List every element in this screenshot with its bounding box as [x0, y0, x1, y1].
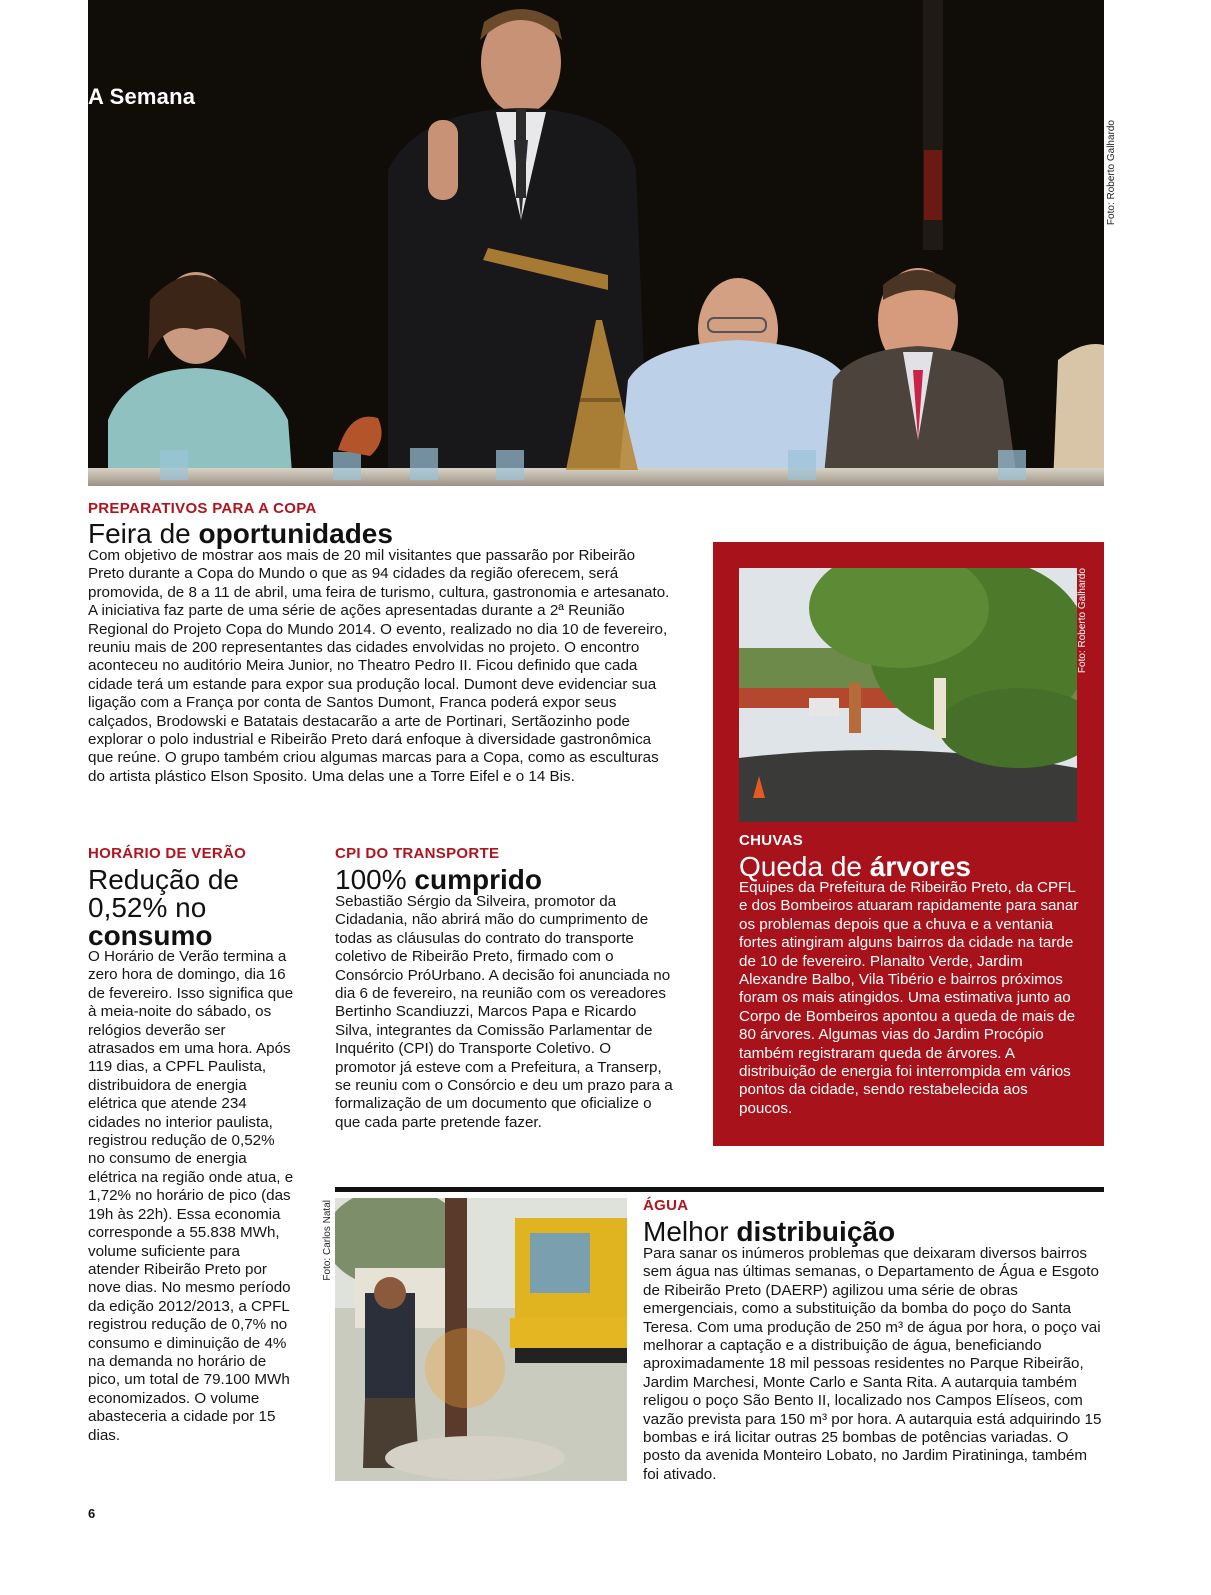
cpi-body: Sebastião Sérgio da Silveira, promotor da Cidadania, não abrirá mão do cumprimento de todas as cláusulas do contrato do transporte coletivo de Ribeirão Preto, firmado com o Consórcio PróUrbano. A decisão foi anunciada no dia 6 de fevereiro, na reunião com os vereadores Bertinho Scandiuzzi, Marcos Papa e Ricardo Silva, integrantes da Comissão Parlamentar de Inquérito (CPI) do Transporte Coletivo. O promotor já esteve com a Prefeitura, a Transerp, se reuniu com o Consórcio e deu um prazo para a formalização de um documento que oficialize o que cada parte pretende fazer. [335, 893, 673, 1131]
copa-headline-bold: oportunidades [198, 518, 393, 549]
copa-kicker: PREPARATIVOS PARA A COPA [88, 500, 317, 517]
verao-body: O Horário de Verão termina a zero hora de domingo, dia 16 de fevereiro. Isso significa que à meia-noite do sábado, os relógios deverão ser atrasados em uma hora. Após 119 dias, a CPFL Paulista, distribuidora de energia elétrica que atende 234 cidades no interior paulista, registrou redução de 0,52% no consumo de energia elétrica na região onde atua, e 1,72% no horário de pico (das 19h às 22h). Essa economia corresponde a 55.838 MWh, volume suficiente para atender Ribeirão Preto por nove dias. No mesmo período da edição 2012/2013, a CPFL registrou redução de 0,7% no consumo e diminuição de 4% na demanda no horário de pico, um total de 79.100 MWh economizados. O volume abasteceria a cidade por 15 dias. [88, 948, 294, 1444]
agua-headline-bold: distribuição [736, 1216, 896, 1247]
conference-photo [88, 0, 1104, 486]
page-number: 6 [88, 1506, 96, 1521]
top-photo [88, 0, 1104, 486]
chuvas-headline-bold: árvores [869, 851, 971, 882]
verao-kicker: HORÁRIO DE VERÃO [88, 845, 247, 862]
chuvas-kicker: CHUVAS [739, 832, 804, 849]
cpi-headline-bold: cumprido [414, 864, 542, 895]
copa-headline-light: Feira de [88, 518, 199, 549]
copa-headline [88, 520, 688, 548]
agua-kicker: ÁGUA [643, 1197, 689, 1214]
verao-headline [88, 866, 293, 950]
cpi-headline-light: 100% [335, 864, 415, 895]
verao-headline-bold: consumo [88, 920, 213, 951]
agua-photo-credit: Foto: Carlos Natal [322, 1200, 333, 1281]
top-photo-credit: Foto: Roberto Galhardo [1106, 120, 1117, 226]
copa-body: Com objetivo de mostrar aos mais de 20 mil visitantes que passarão por Ribeirão Preto durante a Copa do Mundo o que as 94 cidades da região oferecem, será promovida, de 8 a 11 de abril, uma feira de turismo, cultura, gastronomia e artesanato. A iniciativa faz parte de uma série de ações apresentadas durante a 2ª Reunião Regional do Projeto Copa do Mundo 2014. O evento, realizado no dia 10 de fevereiro, reuniu mais de 200 representantes das cidades envolvidas no projeto. O encontro aconteceu no auditório Meira Junior, no Theatro Pedro II. Ficou definido que cada cidade terá um estande para expor sua produção local. Dumont deve evidenciar sua ligação com a França por conta de Santos Dumont, Franca poderá expor seus calçados, Brodowski e Batatais destacarão a arte de Portinari, Sertãozinho pode explorar o polo industrial e Ribeirão Preto dará enfoque à diversidade gastronômica que reúne. O grupo também criou algumas marcas para a Copa, como as esculturas do artista plástico Elson Sposito. Uma delas une a Torre Eifel e o 14 Bis. [88, 547, 670, 785]
agua-headline-light: Melhor [643, 1216, 737, 1247]
chuvas-body: Equipes da Prefeitura de Ribeirão Preto, da CPFL e dos Bombeiros atuaram rapidamente para sanar os problemas depois que a chuva e a ventania fortes atingiram alguns bairros da cidade na tarde de 10 de fevereiro. Planalto Verde, Jardim Alexandre Balbo, Vila Tibério e bairros próximos foram os mais atingidos. Uma estimativa junto ao Corpo de Bombeiros apontou a queda de mais de 80 árvores. Algumas vias do Jardim Procópio também registraram queda de árvores. A distribuição de energia foi interrompida em vários pontos da cidade, sendo restabelecida aos poucos. [739, 879, 1079, 1117]
section-label: A Semana [88, 84, 196, 109]
chuvas-photo [739, 568, 1077, 822]
agua-photo [335, 1198, 627, 1481]
chuvas-headline [739, 853, 1099, 881]
divider-rule [335, 1187, 1104, 1192]
agua-body: Para sanar os inúmeros problemas que deixaram diversos bairros sem água nas últimas semanas, o Departamento de Água e Esgoto de Ribeirão Preto (DAERP) agilizou uma série de obras emergenciais, como a substituição da bomba do poço do Santa Teresa. Com uma produção de 250 m³ de água por hora, o poço vai melhorar a captação e a distribuição de água, beneficiando aproximadamente 18 mil pessoas residentes no Parque Ribeirão, Jardim Marchesi, Monte Carlo e Santa Rita. A autarquia também religou o poço São Bento II, localizado nos Campos Elíseos, com vazão prevista para 150 m³ por hora. A autarquia está adquirindo 15 bombas e irá licitar outras 25 bombas de potências variadas. O posto da avenida Monteiro Lobato, no Jardim Piratininga, também foi ativado. [643, 1245, 1102, 1483]
verao-headline-light: Redução de 0,52% no [88, 864, 240, 923]
chuvas-box [713, 542, 1104, 1146]
cpi-headline [335, 866, 675, 894]
agua-headline [643, 1218, 1104, 1246]
chuvas-photo-credit: Foto: Roberto Galhardo [1077, 568, 1088, 674]
chuvas-headline-light: Queda de [739, 851, 870, 882]
cpi-kicker: CPI DO TRANSPORTE [335, 845, 500, 862]
